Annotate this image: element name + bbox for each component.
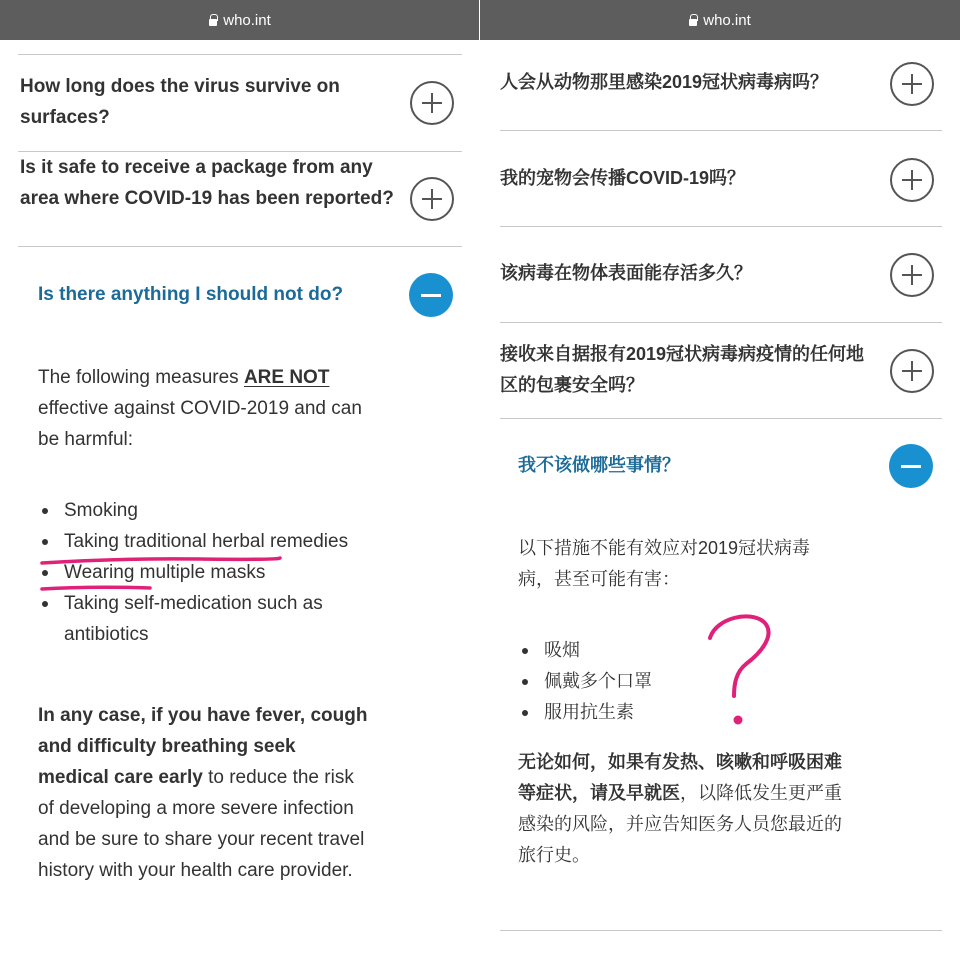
url-text: who.int xyxy=(223,11,271,29)
address-bar[interactable] xyxy=(480,0,960,40)
minus-circle-icon[interactable] xyxy=(889,444,933,488)
plus-circle-icon[interactable] xyxy=(890,62,934,106)
divider xyxy=(500,322,942,323)
divider xyxy=(18,54,462,55)
list-item: 佩戴多个口罩 xyxy=(518,666,778,697)
faq-question-surfaces[interactable]: 该病毒在物体表面能存活多久？ xyxy=(500,263,752,283)
advice-text: 无论如何，如果有发热、咳嗽和呼吸困难等症状，请及早就医，以降低发生更严重感染的风险，并应告知医务人员您最近的旅行史。 xyxy=(518,752,842,865)
lock-icon xyxy=(209,19,217,26)
faq-question-active[interactable]: Is there anything I should not do? xyxy=(38,284,344,305)
plus-circle-icon[interactable] xyxy=(890,253,934,297)
faq-question-animals[interactable]: 人会从动物那里感染2019冠状病毒病吗？ xyxy=(500,72,829,92)
plus-circle-icon[interactable] xyxy=(890,349,934,393)
faq-question-surfaces[interactable]: How long does the virus survive on surfaces? xyxy=(20,76,340,128)
list-item: Taking traditional herbal remedies xyxy=(38,526,358,557)
list-item: 吸烟 xyxy=(518,635,778,666)
faq-question-pets[interactable]: 我的宠物会传播COVID-19吗？ xyxy=(500,168,746,188)
faq-question-active[interactable]: 我不该做哪些事情？ xyxy=(518,455,680,475)
divider xyxy=(500,418,942,419)
intro-text: 以下措施不能有效应对2019冠状病毒病，甚至可能有害： xyxy=(518,538,811,589)
list-item: Taking self-medication such as antibiotics xyxy=(38,588,358,650)
lock-icon xyxy=(689,19,697,26)
panel-chinese xyxy=(480,0,960,958)
list-item: 服用抗生素 xyxy=(518,697,778,728)
intro-text: The following measures ARE NOT effective against COVID-2019 and can be harmful: xyxy=(38,367,362,450)
advice-text: In any case, if you have fever, cough and difficulty breathing seek medical care early to reduce the risk of developing a more severe infection and be sure to share your recent travel history with your health care provider. xyxy=(38,705,368,881)
url-text: who.int xyxy=(703,11,751,29)
plus-circle-icon[interactable] xyxy=(410,177,454,221)
divider xyxy=(500,226,942,227)
plus-circle-icon[interactable] xyxy=(890,158,934,202)
address-bar[interactable] xyxy=(0,0,480,40)
faq-question-package[interactable]: 接收来自据报有2019冠状病毒病疫情的任何地区的包裹安全吗？ xyxy=(500,344,865,395)
faq-question-package[interactable]: Is it safe to receive a package from any area where COVID-19 has been reported? xyxy=(20,157,394,209)
list-item: Smoking xyxy=(38,495,358,526)
bullet-list xyxy=(38,495,358,650)
plus-circle-icon[interactable] xyxy=(410,81,454,125)
divider xyxy=(500,130,942,131)
minus-circle-icon[interactable] xyxy=(409,273,453,317)
bullet-list xyxy=(518,635,778,728)
divider xyxy=(18,246,462,247)
divider xyxy=(500,930,942,931)
list-item: Wearing multiple masks xyxy=(38,557,358,588)
